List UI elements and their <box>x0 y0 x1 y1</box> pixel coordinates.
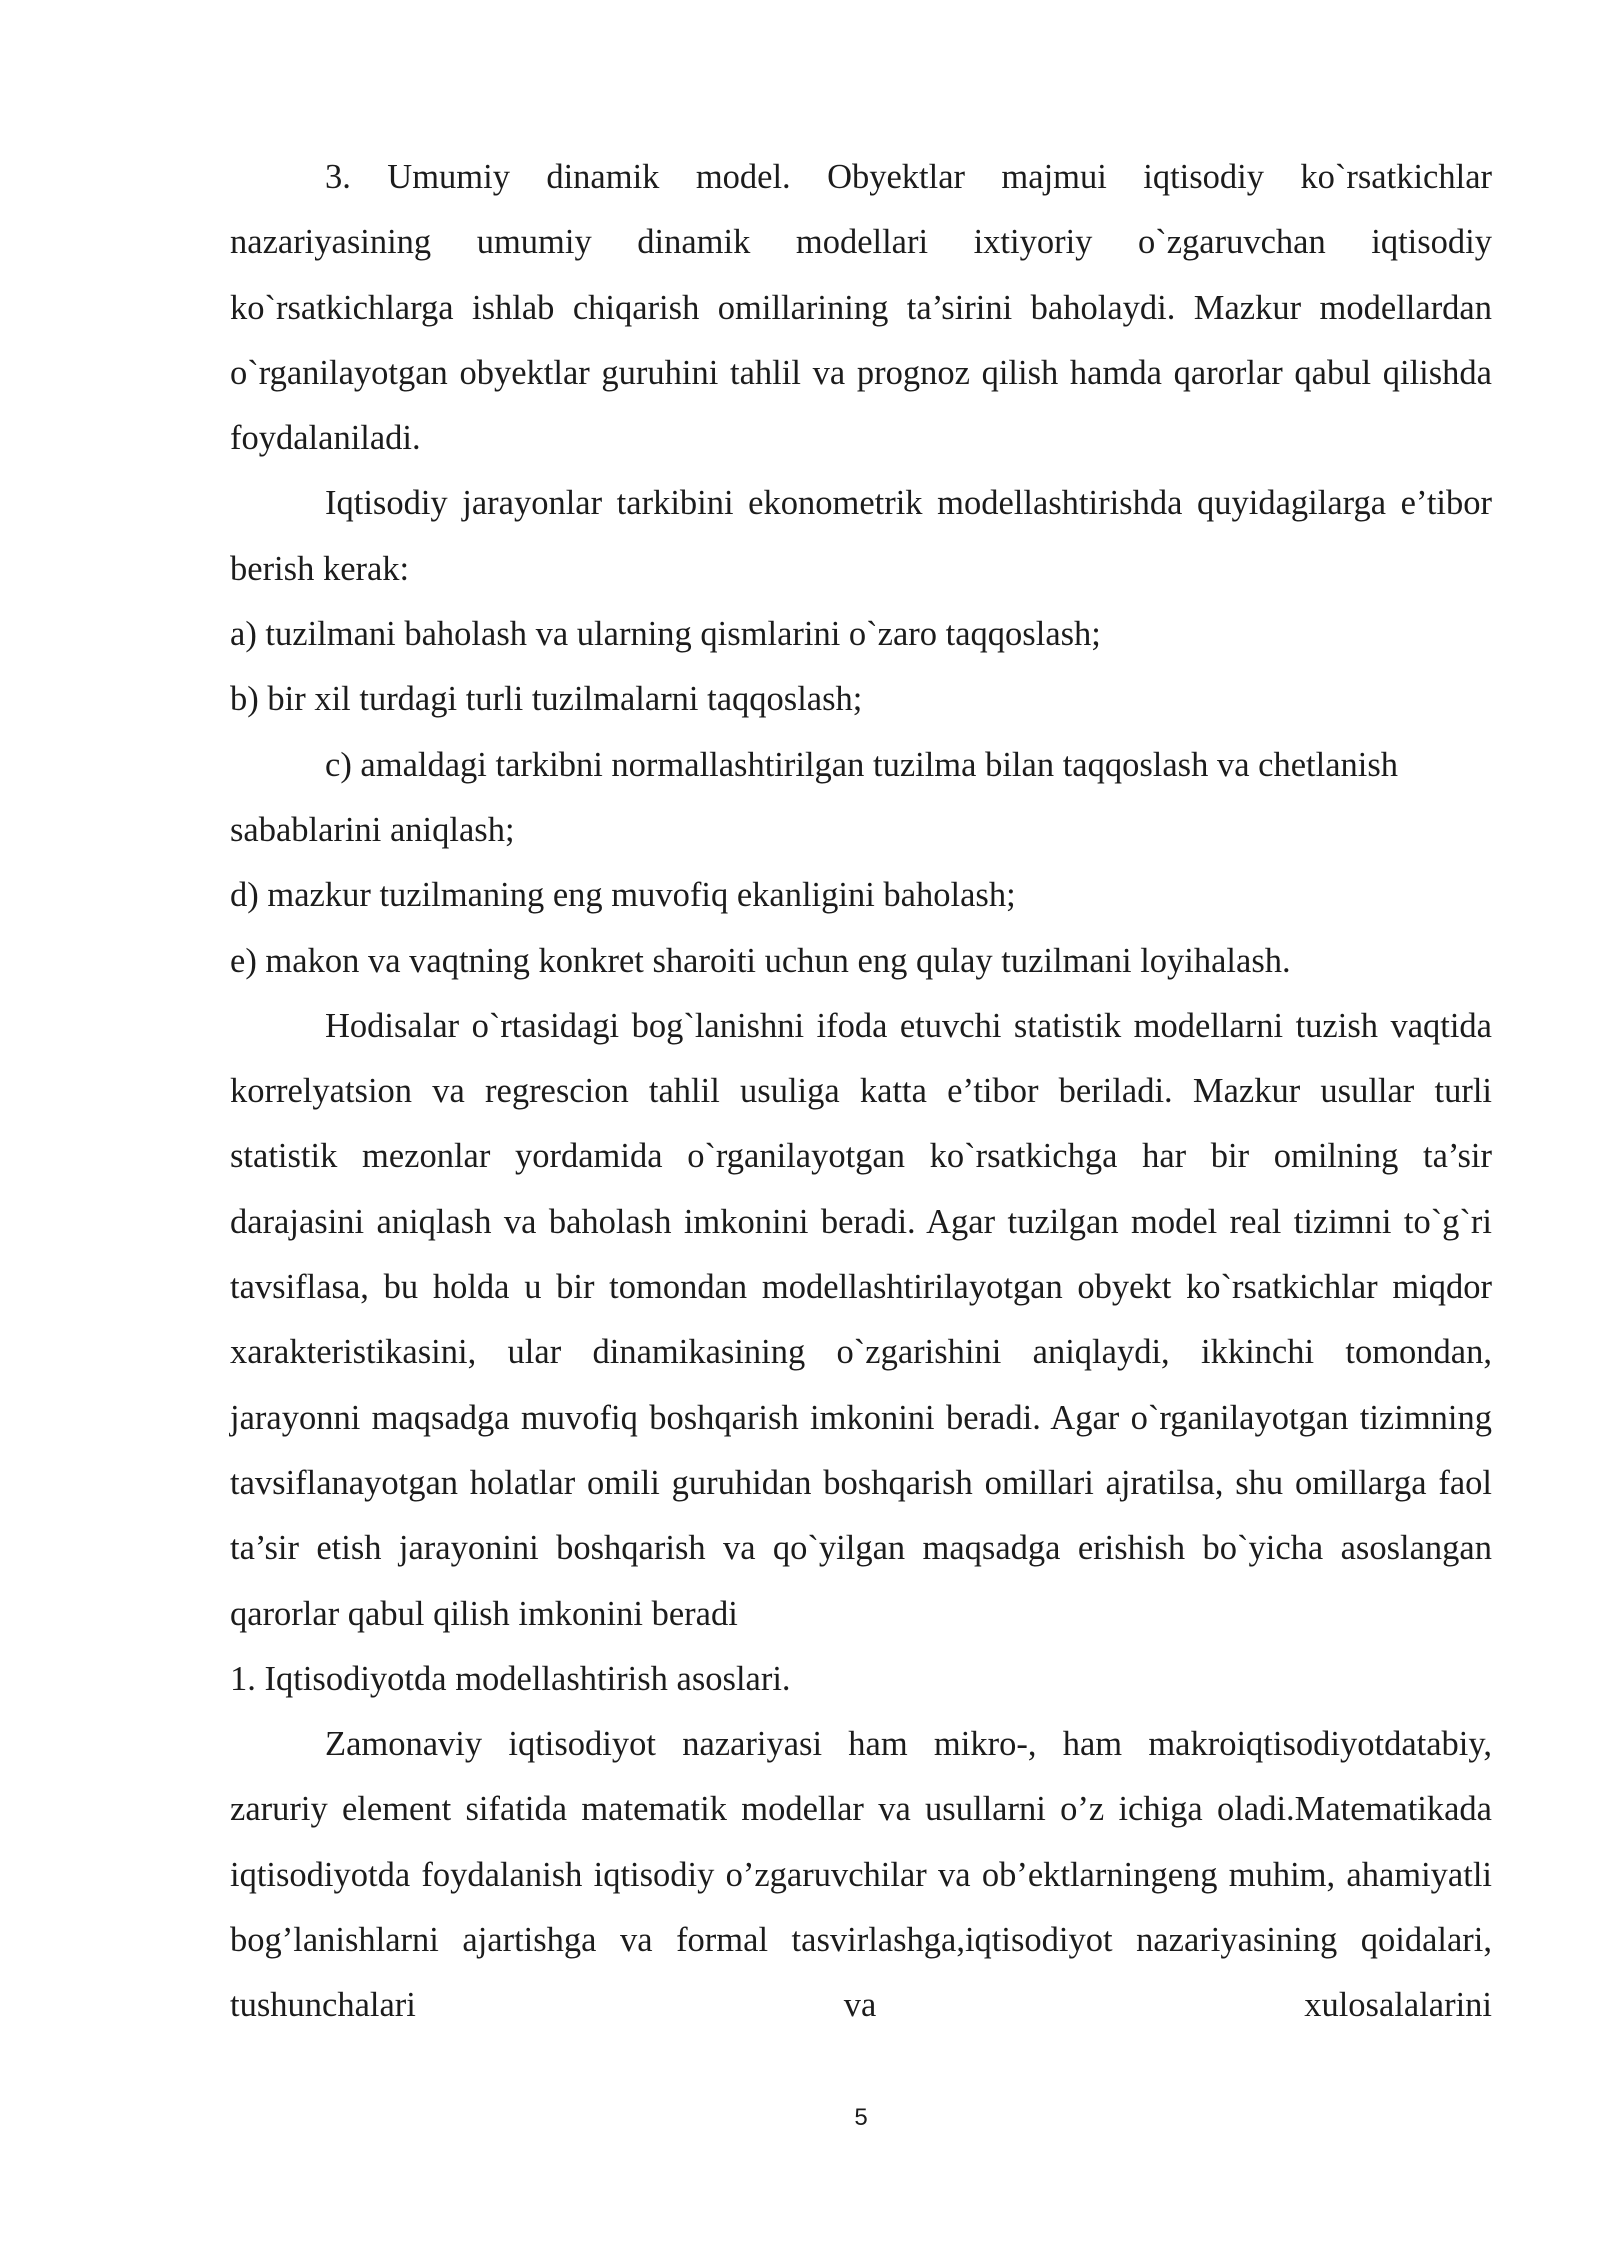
list-item-e: e) makon va vaqtning konkret sharoiti uchun eng qulay tuzilmani loyihalash. <box>230 941 1291 980</box>
paragraph-econometric-intro: Iqtisodiy jarayonlar tarkibini ekonometrik modellashtirishda quyidagilarga e’tibor berish kerak: <box>230 484 1492 588</box>
list-item-c-continuation: sabablarini aniqlash; <box>230 810 515 849</box>
list-item-c: c) amaldagi tarkibni normallashtirilgan tuzilma bilan taqqoslash va chetlanish <box>325 745 1399 784</box>
page-number: 5 <box>854 2104 868 2131</box>
paragraph-modern-economics: Zamonaviy iqtisodiyot nazariyasi ham mikro-, ham makroiqtisodiyotdatabiy, zaruriy element sifatida matematik modellar va usullarni o’z ichiga oladi.Matematikada iqtisodiyotda foydalanish iqtisodiy o’zgaruvchilar va ob’ektlarningeng muhim, ahamiyatli bog’lanishlarni ajartishga va formal tasvirlashga,iqtisodiyot nazariyasining qoidalari, tushunchalari va xulosalalarini <box>230 1725 1492 2025</box>
list-item-d: d) mazkur tuzilmaning eng muvofiq ekanligini baholash; <box>230 876 1016 915</box>
list-item-b: b) bir xil turdagi turli tuzilmalarni taqqoslash; <box>230 680 863 719</box>
list-item-a: a) tuzilmani baholash va ularning qismlarini o`zaro taqqoslash; <box>230 615 1101 654</box>
page-content <box>230 145 1492 2039</box>
section-heading: 1. Iqtisodiyotda modellashtirish asoslari. <box>230 1659 791 1698</box>
paragraph-dynamic-model: 3. Umumiy dinamik model. Obyektlar majmui iqtisodiy ko`rsatkichlar nazariyasining umumiy dinamik modellari ixtiyoriy o`zgaruvchan iqtisodiy ko`rsatkichlarga ishlab chiqarish omillarining ta’sirini baholaydi. Mazkur modellardan o`rganilayotgan obyektlar guruhini tahlil va prognoz qilish hamda qarorlar qabul qilishda foydalaniladi. <box>230 158 1492 458</box>
paragraph-statistical-models: Hodisalar o`rtasidagi bog`lanishni ifoda etuvchi statistik modellarni tuzish vaqtida korrelyatsion va regrescion tahlil usuliga katta e’tibor beriladi. Mazkur usullar turli statistik mezonlar yordamida o`rganilayotgan ko`rsatkichga har bir omilning ta’sir darajasini aniqlash va baholash imkonini beradi. Agar tuzilgan model real tizimni to`g`ri tavsiflasa, bu holda u bir tomondan modellashtirilayotgan obyekt ko`rsatkichlar miqdor xarakteristikasini, ular dinamikasining o`zgarishini aniqlaydi, ikkinchi tomondan, jarayonni maqsadga muvofiq boshqarish imkonini beradi. Agar o`rganilayotgan tizimning tavsiflanayotgan holatlar omili guruhidan boshqarish omillari ajratilsa, shu omillarga faol ta’sir etish jarayonini boshqarish va qo`yilgan maqsadga erishish bo`yicha asoslangan qarorlar qabul qilish imkonini beradi <box>230 1006 1492 1633</box>
